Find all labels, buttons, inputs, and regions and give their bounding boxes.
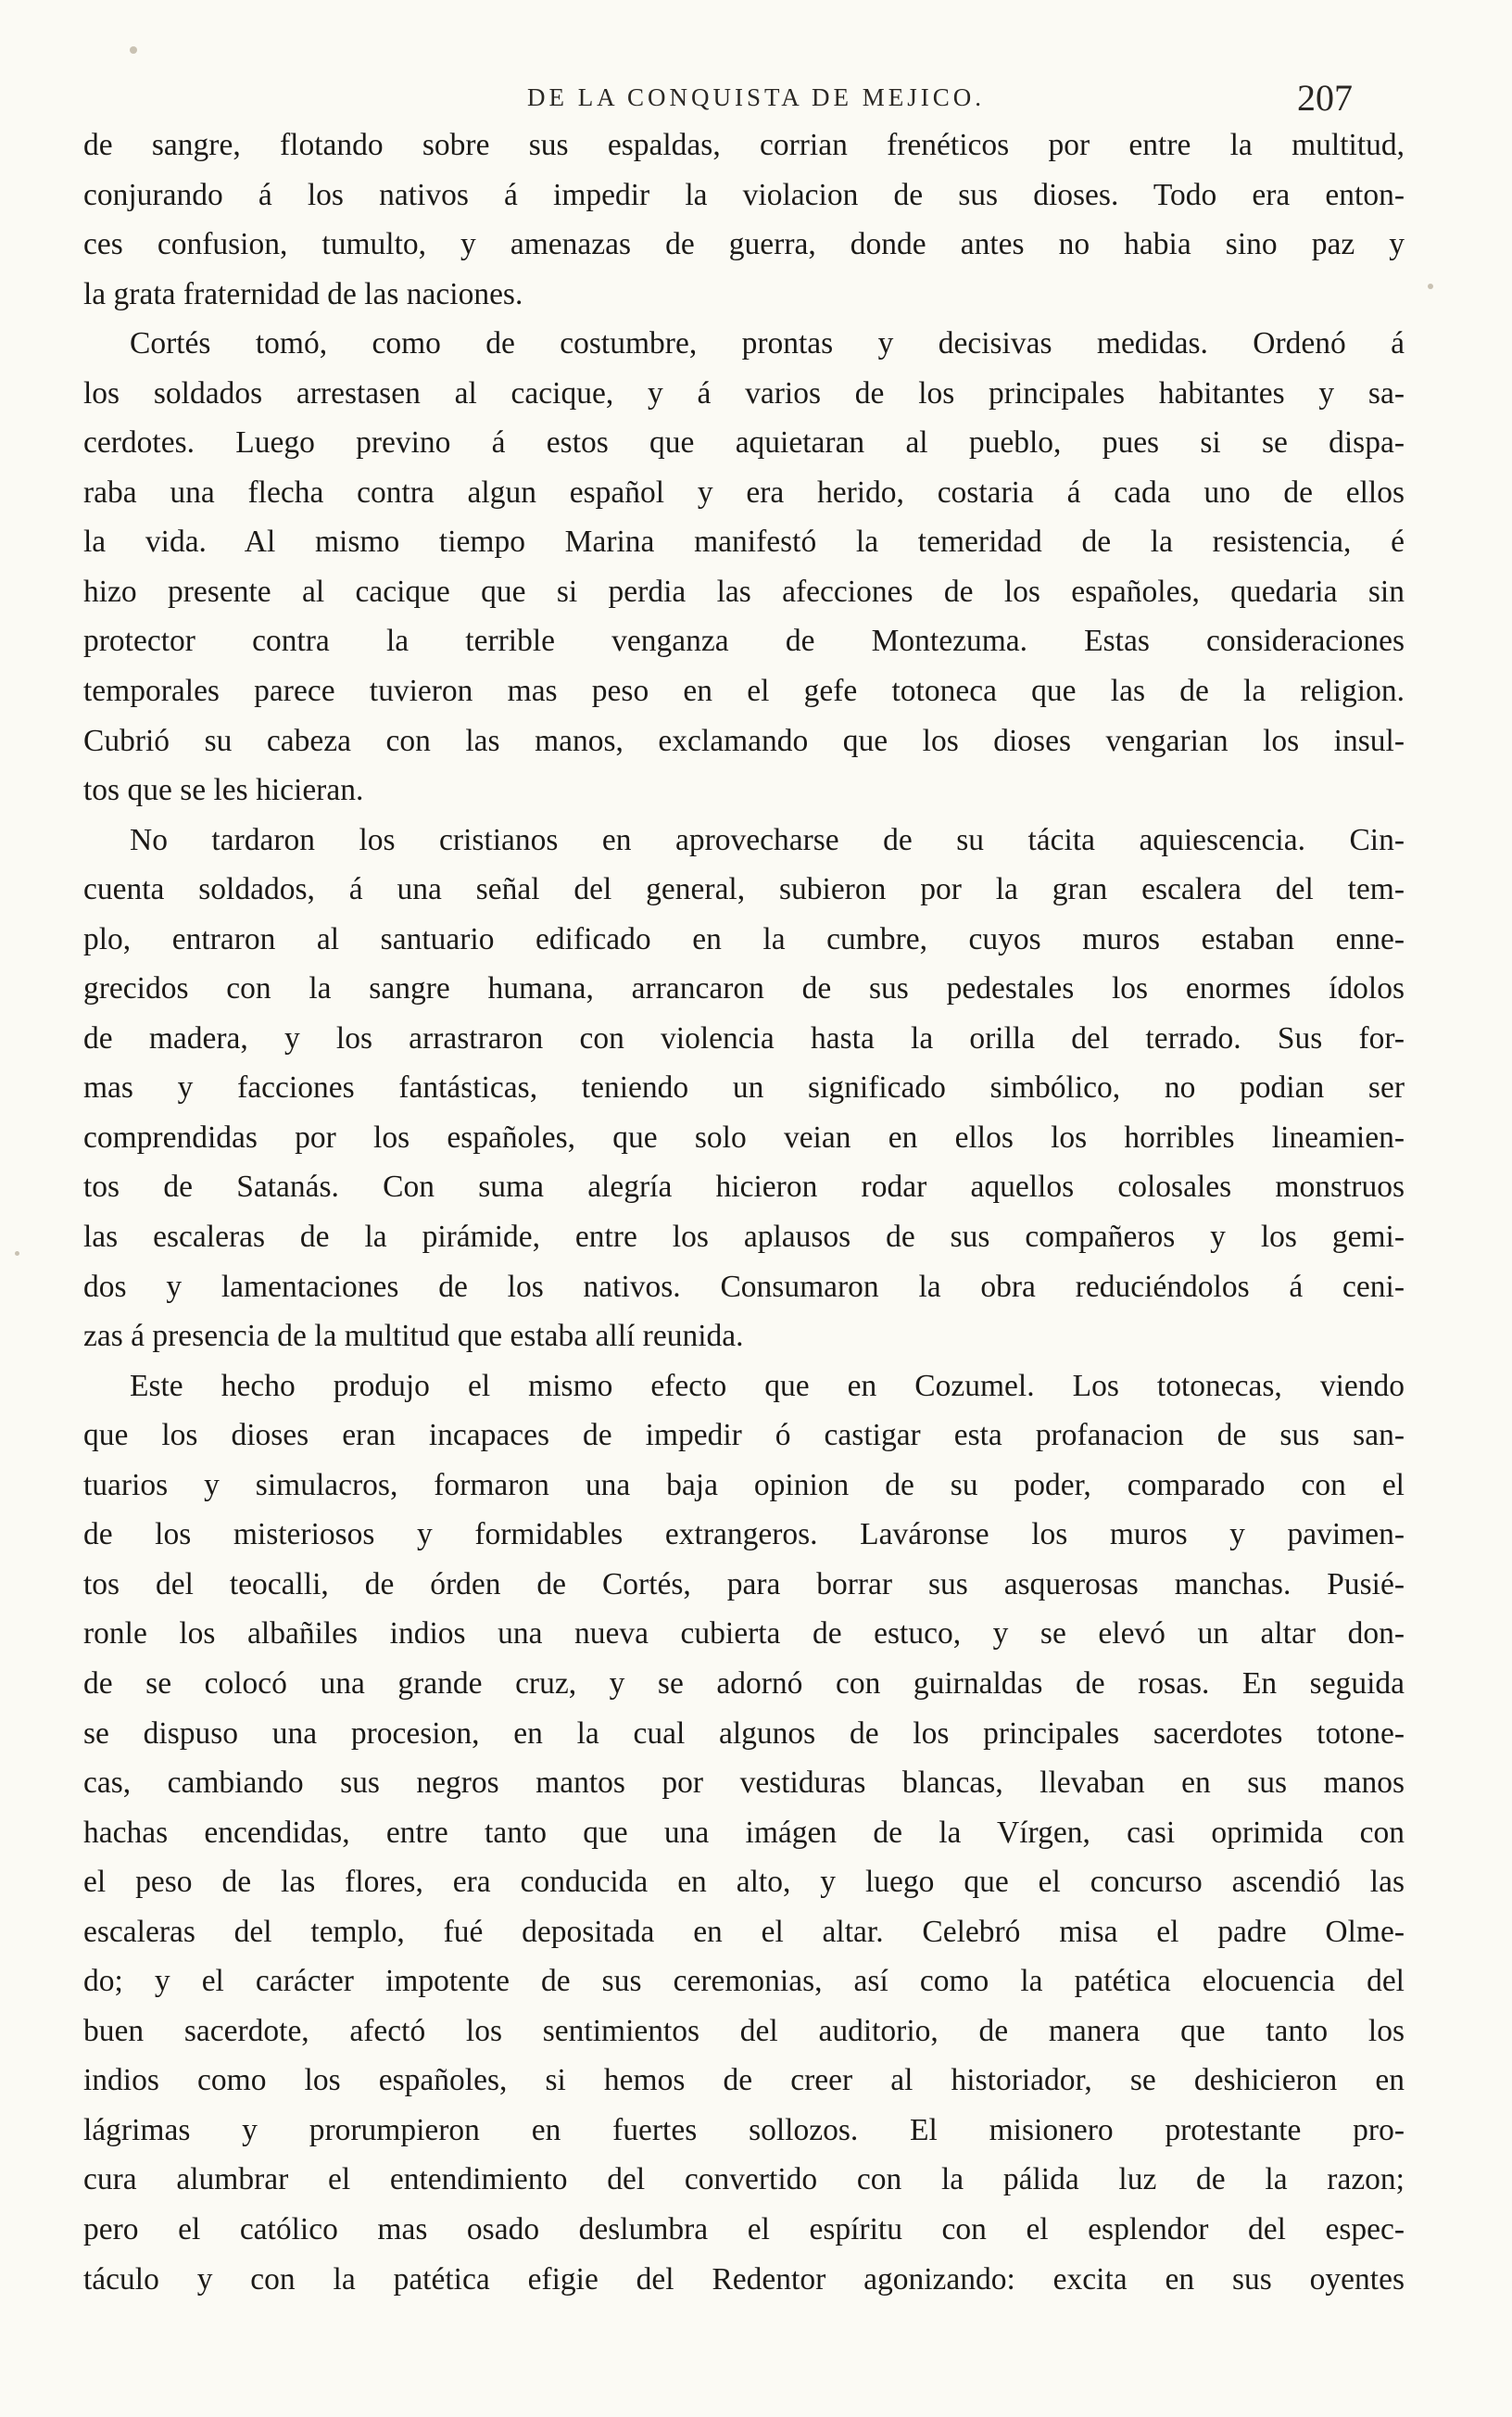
text-line: protector contra la terrible venganza de Montezuma. Estas consideraciones [83,624,1405,659]
text-line: pero el católico mas osado deslumbra el espíritu con el esplendor del espec- [83,2211,1405,2246]
text-line: tos de Satanás. Con suma alegría hicieron rodar aquellos colosales monstruos [83,1170,1405,1205]
text-line: se dispuso una procesion, en la cual algunos de los principales sacerdotes totone- [83,1715,1405,1751]
text-line: indios como los españoles, si hemos de creer al historiador, se deshicieron en [83,2063,1405,2098]
text-line: tos del teocalli, de órden de Cortés, para borrar sus asquerosas manchas. Pusié- [83,1566,1405,1601]
page-number: 207 [1297,77,1353,119]
text-line: de los misteriosos y formidables extrangeros. Laváronse los muros y pavimen- [83,1517,1405,1552]
text-line: do; y el carácter impotente de sus ceremonias, así como la patética elocuencia del [83,1964,1405,1999]
paper-speck [130,46,137,54]
text-line: hizo presente al cacique que si perdia las afecciones de los españoles, quedaria sin [83,574,1405,609]
page-header [0,78,1512,124]
text-line: tuarios y simulacros, formaron una baja opinion de su poder, comparado con el [83,1467,1405,1502]
text-line: Este hecho produjo el mismo efecto que en Cozumel. Los totonecas, viendo [130,1368,1405,1403]
text-line: cerdotes. Luego previno á estos que aquietaran al pueblo, pues si se dispa- [83,425,1405,461]
text-line: cura alumbrar el entendimiento del convertido con la pálida luz de la razon; [83,2162,1405,2197]
text-line: raba una flecha contra algun español y era herido, costaria á cada uno de ellos [83,475,1405,510]
text-line: buen sacerdote, afectó los sentimientos del auditorio, de manera que tanto los [83,2013,1405,2048]
paper-speck [15,1251,19,1256]
text-line: Cortés tomó, como de costumbre, prontas y decisivas medidas. Ordenó á [130,326,1405,361]
text-line: lágrimas y prorumpieron en fuertes sollozos. El misionero protestante pro- [83,2112,1405,2147]
text-line: dos y lamentaciones de los nativos. Consumaron la obra reduciéndolos á ceni- [83,1269,1405,1304]
text-line: plo, entraron al santuario edificado en la cumbre, cuyos muros estaban enne- [83,921,1405,956]
text-line: ronle los albañiles indios una nueva cubierta de estuco, y se elevó un altar don- [83,1616,1405,1651]
text-line: ces confusion, tumulto, y amenazas de guerra, donde antes no habia sino paz y [83,227,1405,262]
text-line: táculo y con la patética efigie del Redentor agonizando: excita en sus oyentes [83,2261,1405,2297]
text-line: la grata fraternidad de las naciones. [83,276,523,311]
text-line: zas á presencia de la multitud que estaba allí reunida. [83,1319,744,1354]
text-line: de sangre, flotando sobre sus espaldas, corrian frenéticos por entre la multitud, [83,128,1405,162]
body-text [83,120,1405,2304]
text-line: Cubrió su cabeza con las manos, exclamando que los dioses vengarian los insul- [83,723,1405,758]
text-line: el peso de las flores, era conducida en alto, y luego que el concurso ascendió las [83,1865,1405,1900]
text-line: tos que se les hicieran. [83,773,364,808]
text-line: de se colocó una grande cruz, y se adornó con guirnaldas de rosas. En seguida [83,1665,1405,1701]
text-line: No tardaron los cristianos en aprovecharse de su tácita aquiescencia. Cin- [130,822,1405,857]
paper-speck [1428,284,1433,289]
text-line: las escaleras de la pirámide, entre los aplausos de sus compañeros y los gemi- [83,1220,1405,1255]
text-line: los soldados arrestasen al cacique, y á varios de los principales habitantes y sa- [83,375,1405,411]
text-line: comprendidas por los españoles, que solo veian en ellos los horribles lineamien- [83,1120,1405,1155]
text-line: la vida. Al mismo tiempo Marina manifestó la temeridad de la resistencia, é [83,525,1405,560]
text-line: cuenta soldados, á una señal del general, subieron por la gran escalera del tem- [83,872,1405,907]
text-line: grecidos con la sangre humana, arrancaron de sus pedestales los enormes ídolos [83,971,1405,1006]
text-line: mas y facciones fantásticas, teniendo un significado simbólico, no podian ser [83,1070,1405,1106]
text-line: que los dioses eran incapaces de impedir ó castigar esta profanacion de sus san- [83,1418,1405,1453]
text-line: hachas encendidas, entre tanto que una imágen de la Vírgen, casi oprimida con [83,1815,1405,1850]
text-line: temporales parece tuvieron mas peso en el gefe totoneca que las de la religion. [83,674,1405,709]
text-line: de madera, y los arrastraron con violencia hasta la orilla del terrado. Sus for- [83,1020,1405,1056]
running-title: DE LA CONQUISTA DE MEJICO. [526,83,986,111]
text-line: cas, cambiando sus negros mantos por vestiduras blancas, llevaban en sus manos [83,1765,1405,1801]
text-line: conjurando á los nativos á impedir la violacion de sus dioses. Todo era enton- [83,177,1405,212]
text-line: escaleras del templo, fué depositada en el altar. Celebró misa el padre Olme- [83,1914,1405,1949]
